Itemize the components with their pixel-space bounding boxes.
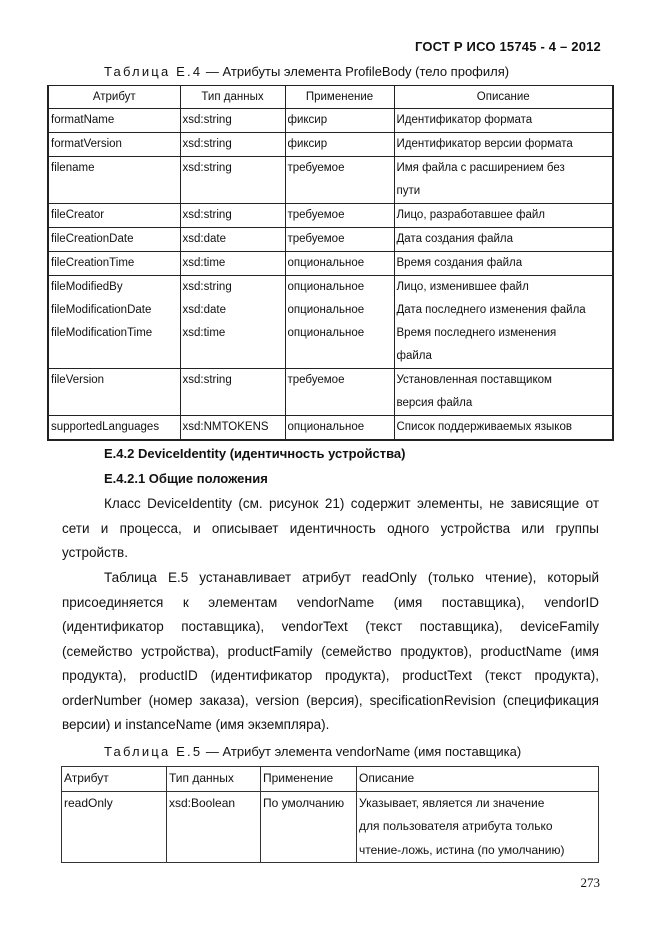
cell-usage: фиксир [285,109,394,133]
document-header: ГОСТ Р ИСО 15745 - 4 – 2012 [414,39,601,54]
section-heading: Е.4.2 DeviceIdentity (идентичность устройства) [104,446,406,461]
cell-type: xsd:date [180,228,285,252]
table-row [48,157,613,204]
subsection-heading: Е.4.2.1 Общие положения [104,471,268,486]
column-header: Применение [285,86,394,109]
cell-description: Идентификатор версии формата [394,133,613,157]
cell-type: xsd:Boolean [167,791,261,863]
table-e4-caption [104,64,509,79]
type-line: xsd:date [182,304,226,316]
cell-usage: требуемое [285,204,394,228]
attribute-line: fileModifiedBy [51,281,123,293]
description-line: Время последнего изменения [396,327,557,339]
cell-description [394,276,613,369]
cell-type: xsd:time [180,252,285,276]
cell-attribute: readOnly [62,791,167,863]
cell-attribute: fileCreationDate [48,228,180,252]
column-header: Атрибут [62,767,167,792]
description-line: Лицо, изменившее файл [396,281,529,293]
cell-attribute: fileVersion [48,369,180,416]
table-header-row [48,86,613,109]
description-line: Установленная поставщиком [396,374,552,386]
attribute-line: fileModificationDate [51,304,152,316]
table-e5-caption-text: — Атрибут элемента vendorName (имя поставщика) [202,744,522,759]
column-header: Описание [394,86,613,109]
table-row [48,252,613,276]
cell-attribute: filename [48,157,180,204]
table-e4 [47,85,614,441]
description-line: файла [396,350,432,362]
description-line: версия файла [396,397,473,409]
table-e5 [61,766,599,863]
cell-type: xsd:NMTOKENS [180,416,285,441]
cell-attribute: fileCreationTime [48,252,180,276]
usage-line: опциональное [287,327,365,339]
table-row [48,109,613,133]
cell-attribute: formatVersion [48,133,180,157]
table-row [62,791,599,863]
table-row [48,204,613,228]
cell-usage: опциональное [285,252,394,276]
cell-description: Идентификатор формата [394,109,613,133]
cell-type: xsd:string [180,204,285,228]
cell-usage: требуемое [285,228,394,252]
description-line: чтение-ложь, истина (по умолчанию) [359,842,565,857]
table-row [48,228,613,252]
cell-usage: фиксир [285,133,394,157]
description-line: Имя файла с расширением без [396,162,565,174]
table-row [48,416,613,441]
paragraph: Класс DeviceIdentity (см. рисунок 21) содержит элементы, не зависящие от сети и процесса, и описывает идентичность одного устройства или группы устройств. [62,496,599,560]
column-header: Тип данных [167,767,261,792]
cell-type [180,276,285,369]
cell-description [394,157,613,204]
table-header-row [62,767,599,792]
paragraph: Таблица Е.5 устанавливает атрибут readOnly (только чтение), который присоединяется к элементам vendorName (имя поставщика), vendorID (идентификатор поставщика), vendorText (текст поставщика), deviceFamily (семейство устройства), productFamily (семейство продуктов), productName (имя продукта), productID (идентификатор продукта), productText (текст продукта), orderNumber (номер заказа), version (версия), specificationRevision (спецификация версии) и instanceName (имя экземпляра). [62,570,599,732]
cell-attribute: supportedLanguages [48,416,180,441]
description-line: для пользователя атрибута только [359,819,553,833]
column-header: Применение [261,767,357,792]
cell-type: xsd:string [180,109,285,133]
table-e5-caption-label: Таблица Е.5 [104,744,203,759]
cell-description [394,369,613,416]
cell-usage: требуемое [285,369,394,416]
cell-type: xsd:string [180,133,285,157]
description-line: пути [396,185,421,197]
cell-usage [285,276,394,369]
table-row [48,276,613,369]
type-line: xsd:time [182,327,226,339]
column-header: Тип данных [180,86,285,109]
usage-line: опциональное [287,304,365,316]
table-e4-caption-text: — Атрибуты элемента ProfileBody (тело профиля) [202,64,510,79]
cell-attribute: fileCreator [48,204,180,228]
usage-line: опциональное [287,281,365,293]
cell-usage: требуемое [285,157,394,204]
table-row [48,369,613,416]
type-line: xsd:string [182,281,232,293]
page-number: 273 [580,875,600,890]
cell-usage: По умолчанию [261,791,357,863]
description-line: Указывает, является ли значение [359,795,545,810]
attribute-line: fileModificationTime [51,327,153,339]
cell-usage: опциональное [285,416,394,441]
cell-description: Время создания файла [394,252,613,276]
cell-attribute [48,276,180,369]
description-line: Дата последнего изменения файла [396,304,586,316]
cell-type: xsd:string [180,157,285,204]
cell-description [357,791,599,863]
table-e4-caption-label: Таблица Е.4 [104,64,203,79]
cell-description: Список поддерживаемых языков [394,416,613,441]
cell-description: Лицо, разработавшее файл [394,204,613,228]
column-header: Описание [357,767,599,792]
table-e5-caption [104,744,521,759]
column-header: Атрибут [48,86,180,109]
table-row [48,133,613,157]
cell-type: xsd:string [180,369,285,416]
cell-attribute: formatName [48,109,180,133]
cell-description: Дата создания файла [394,228,613,252]
